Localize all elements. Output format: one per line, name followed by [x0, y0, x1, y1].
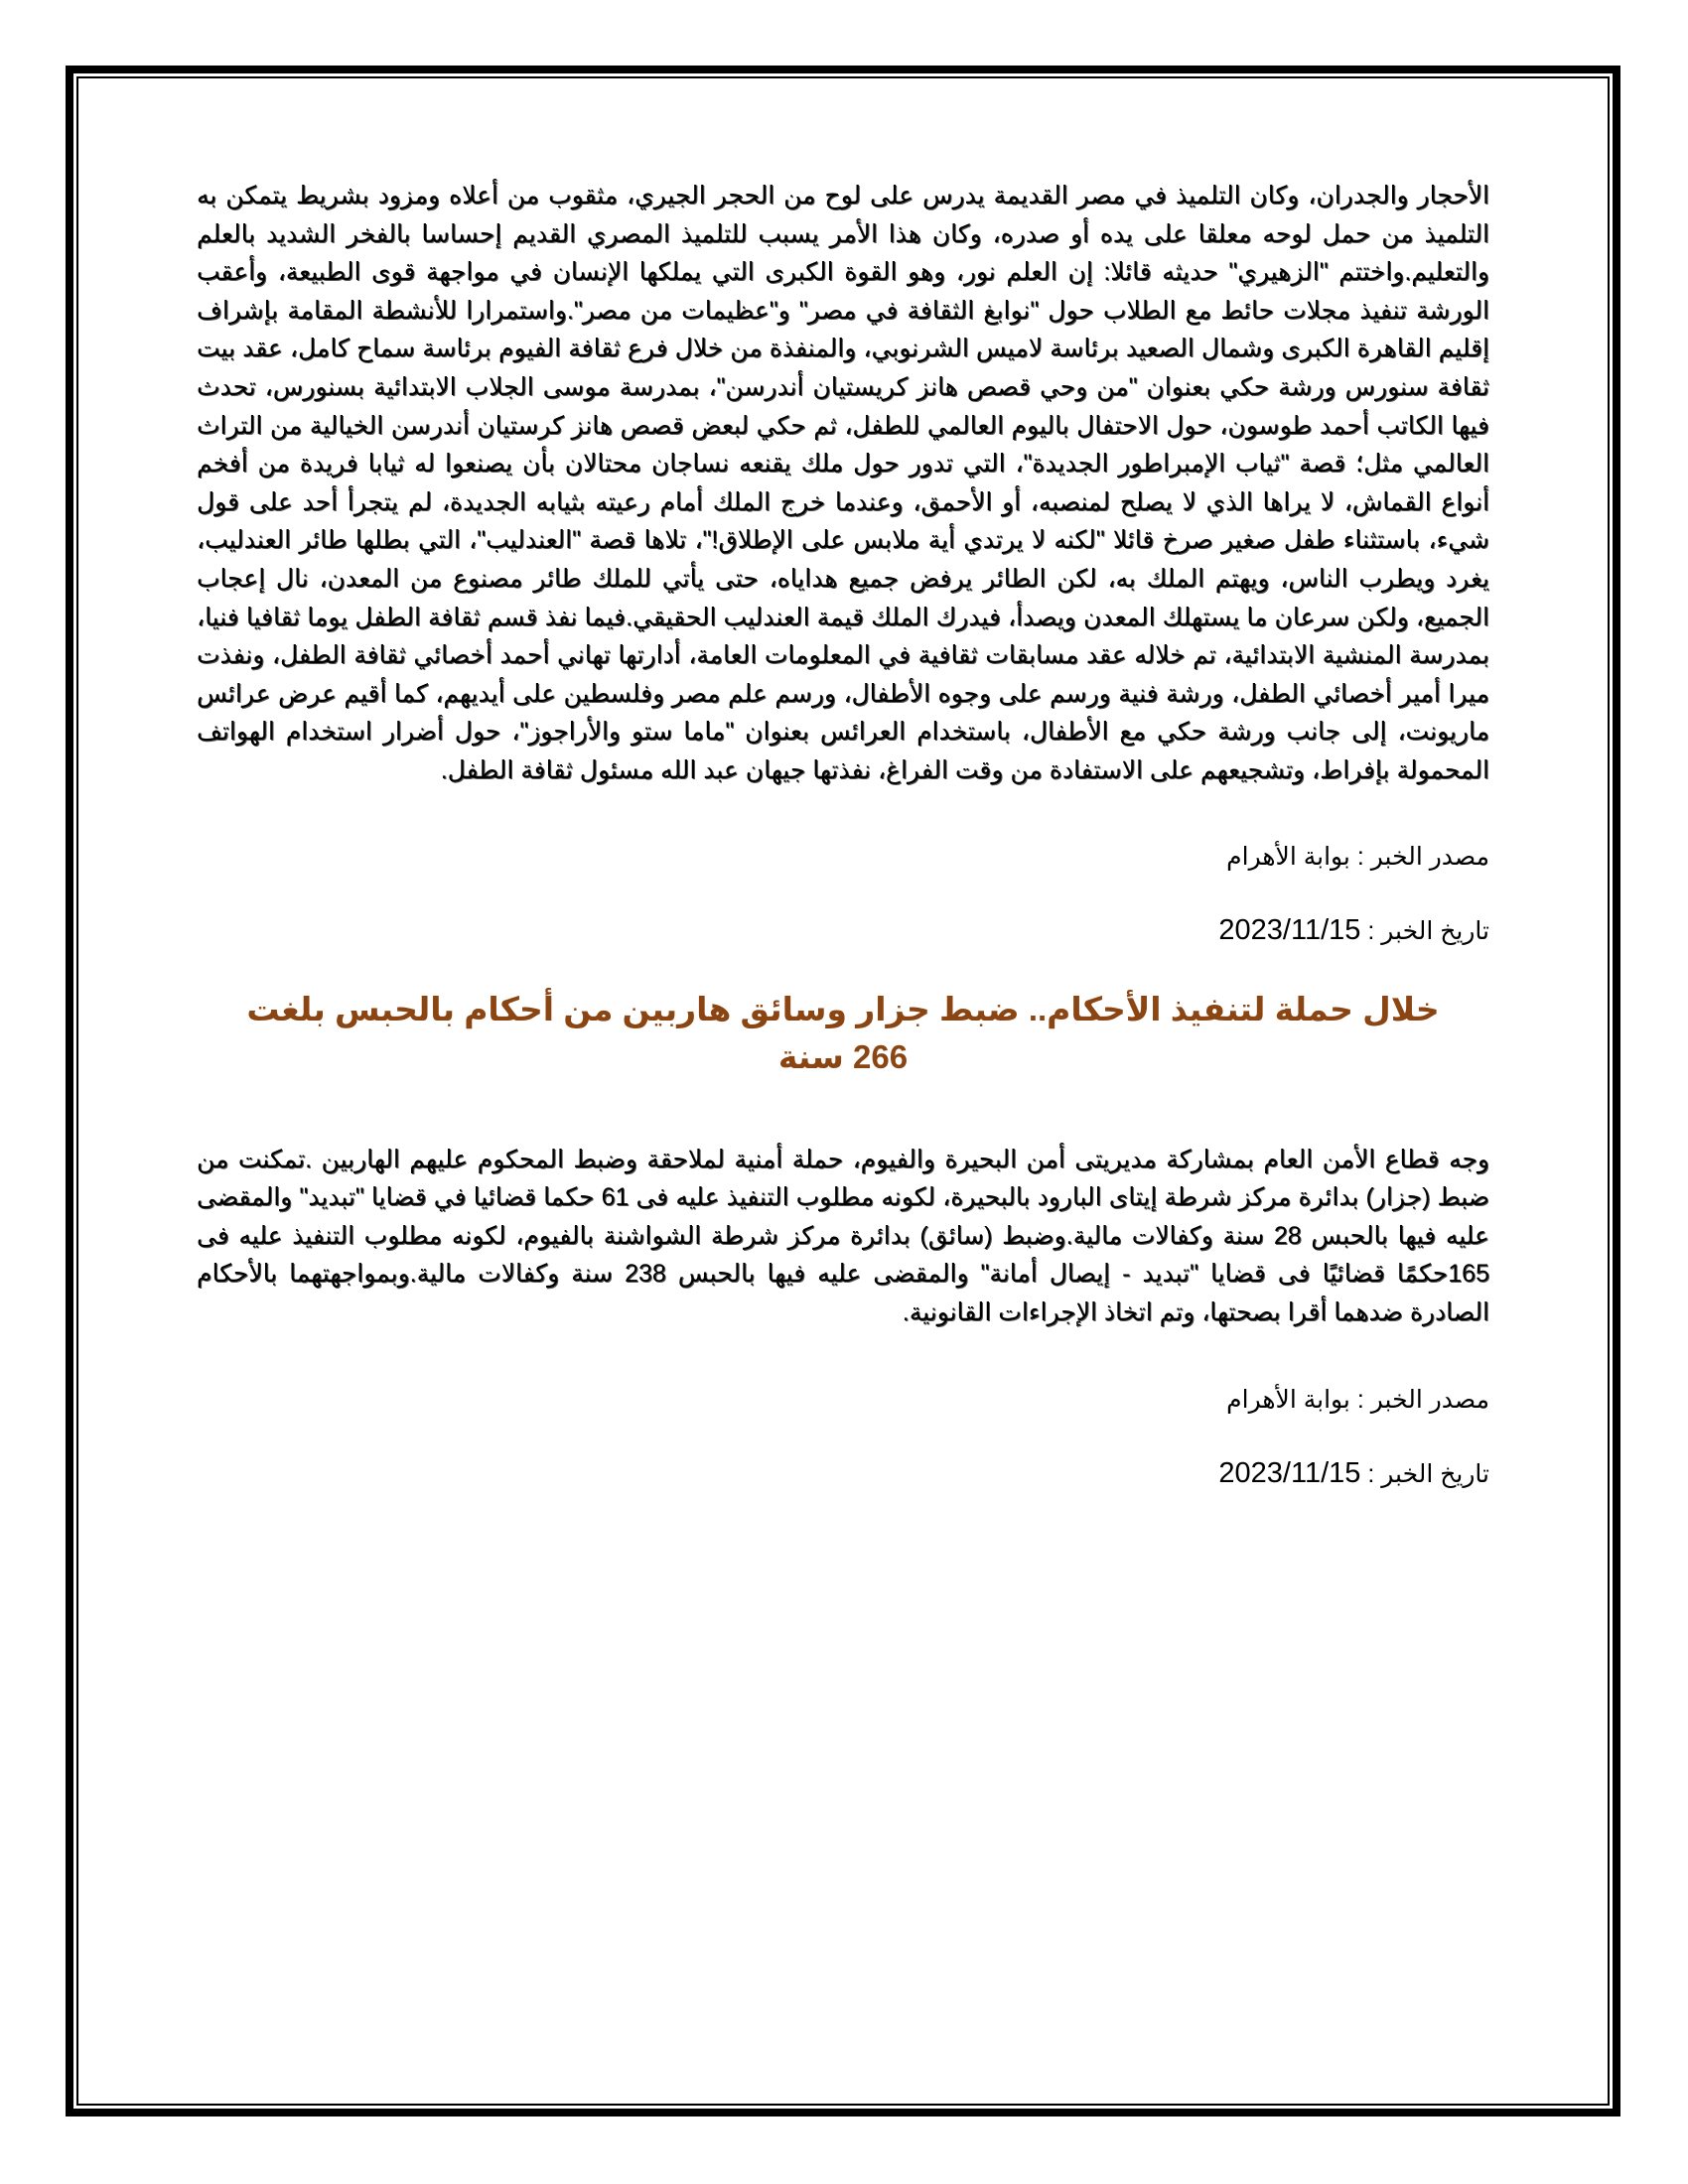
date-label: تاريخ الخبر : — [1367, 1460, 1489, 1489]
date-value: 2023/11/15 — [1218, 913, 1361, 946]
article-2-body: وجه قطاع الأمن العام بمشاركة مديريتى أمن البحيرة والفيوم، حملة أمنية لملاحقة وضبط المحكوم عليهم الهاربين .تمكنت من ضبط (جزار) بدائرة مركز شرطة إيتاى البارود بالبحيرة، لكونه مطلوب التنفيذ عليه فى 61 حكما قضائيا في قضايا "تبديد" والمقضى عليه فيها بالحبس 28 سنة وكفالات مالية.وضبط (سائق) بدائرة مركز شرطة الشواشنة بالفيوم، لكونه مطلوب التنفيذ عليه فى 165حكمًا قضائيًا فى قضايا "تبديد - إيصال أمانة" والمقضى عليه فيها بالحبس 238 سنة وكفالات مالية.وبمواجهتهما بالأحكام الصادرة ضدهما أقرا بصحتها، وتم اتخاذ الإجراءات القانونية. — [197, 1145, 1489, 1326]
article-1 — [197, 177, 1489, 950]
article-2-date — [197, 1454, 1489, 1493]
source-value: بوابة الأهرام — [1226, 842, 1350, 871]
document-content — [197, 177, 1489, 1493]
source-label: مصدر الخبر : — [1356, 1386, 1489, 1415]
date-value: 2023/11/15 — [1218, 1457, 1361, 1490]
source-label: مصدر الخبر : — [1356, 842, 1489, 871]
article-2 — [197, 986, 1489, 1494]
source-value: بوابة الأهرام — [1226, 1386, 1350, 1415]
article-1-date — [197, 911, 1489, 950]
article-2-title: خلال حملة لتنفيذ الأحكام.. ضبط جزار وسائق هاربين من أحكام بالحبس بلغت 266 سنة — [246, 990, 1440, 1075]
article-1-source — [197, 838, 1489, 876]
date-label: تاريخ الخبر : — [1367, 916, 1489, 945]
article-1-body: الأحجار والجدران، وكان التلميذ في مصر القديمة يدرس على لوح من الحجر الجيري، مثقوب من أعلاه ومزود بشريط يتمكن به التلميذ من حمل لوحه معلقا على يده أو صدره، وكان هذا الأمر يسبب للتلميذ المصري القديم إحساسا بالفخر الشديد بالعلم والتعليم.واختتم "الزهيري" حديثه قائلا: إن العلم نور، وهو القوة الكبرى التي يملكها الإنسان في مواجهة قوى الطبيعة، وأعقب الورشة تنفيذ مجلات حائط مع الطلاب حول "نوابغ الثقافة في مصر" و"عظيمات من مصر".واستمرارا للأنشطة المقامة بإشراف إقليم القاهرة الكبرى وشمال الصعيد برئاسة لاميس الشرنوبي، والمنفذة من خلال فرع ثقافة الفيوم برئاسة سماح كامل، عقد بيت ثقافة سنورس ورشة حكي بعنوان "من وحي قصص هانز كريستيان أندرسن"، بمدرسة موسى الجلاب الابتدائية بسنورس، تحدث فيها الكاتب أحمد طوسون، حول الاحتفال باليوم العالمي للطفل، ثم حكي لبعض قصص هانز كرستيان أندرسن الخيالية من التراث العالمي مثل؛ قصة "ثياب الإمبراطور الجديدة"، التي تدور حول ملك يقنعه نساجان محتالان بأن يصنعوا له ثيابا فريدة من أفخم أنواع القماش، لا يراها الذي لا يصلح لمنصبه، أو الأحمق، وعندما خرج الملك أمام رعيته بثيابه الجديدة، لم يتجرأ أحد على قول شيء، باستثناء طفل صغير صرخ قائلا "لكنه لا يرتدي أية ملابس على الإطلاق!"، تلاها قصة "العندليب"، التي بطلها طائر العندليب، يغرد ويطرب الناس، ويهتم الملك به، لكن الطائر يرفض جميع هداياه، حتى يأتي للملك طائر مصنوع من المعدن، نال إعجاب الجميع، ولكن سرعان ما يستهلك المعدن ويصدأ، فيدرك الملك قيمة العندليب الحقيقي.فيما نفذ قسم ثقافة الطفل يوما ثقافيا فنيا، بمدرسة المنشية الابتدائية، تم خلاله عقد مسابقات ثقافية في المعلومات العامة، أدارتها تهاني أحمد أخصائي ثقافة الطفل، ونفذت ميرا أمير أخصائي الطفل، ورشة فنية ورسم على وجوه الأطفال، ورسم علم مصر وفلسطين على أيديهم، كما أقيم عرض عرائس ماريونت، إلى جانب ورشة حكي مع الأطفال، باستخدام العرائس بعنوان "ماما ستو والأراجوز"، حول أضرار استخدام الهواتف المحمولة بإفراط، وتشجيعهم على الاستفادة من وقت الفراغ، نفذتها جيهان عبد الله مسئول ثقافة الطفل. — [197, 182, 1489, 784]
article-2-source — [197, 1381, 1489, 1419]
